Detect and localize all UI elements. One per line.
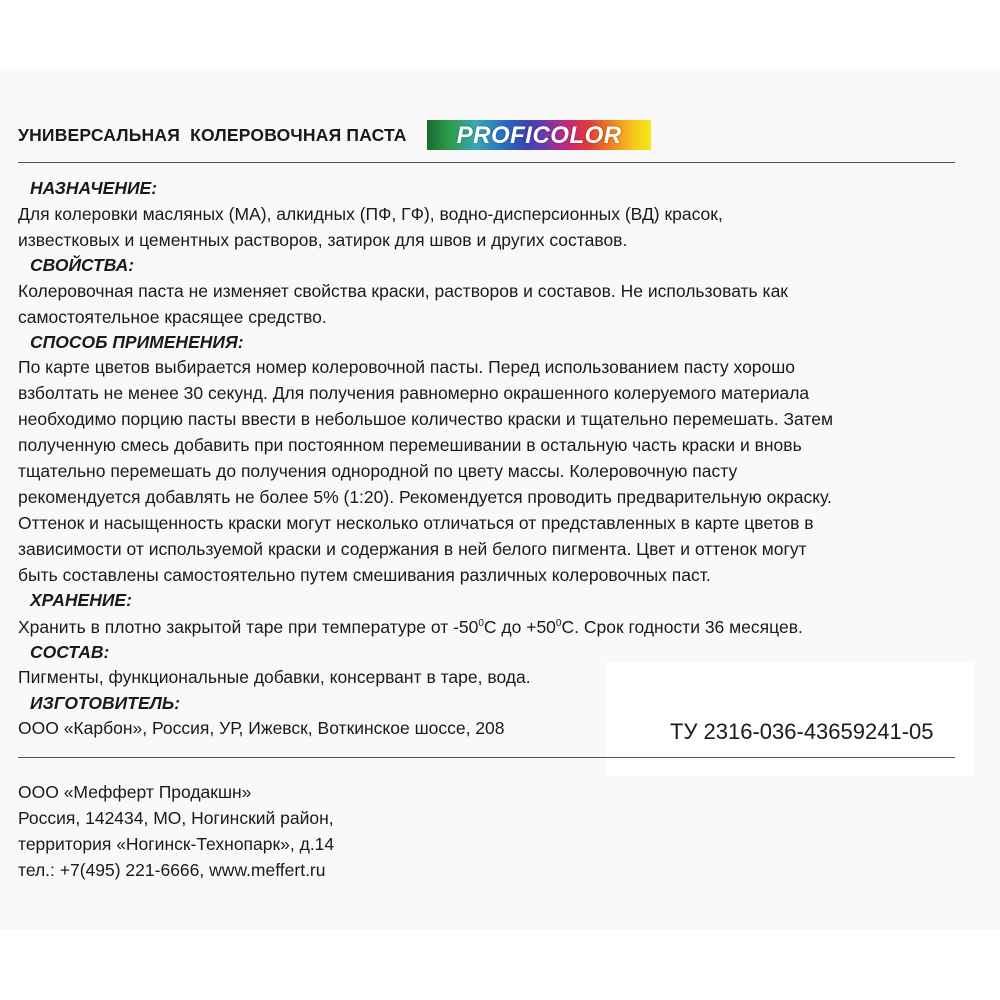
usage-line: зависимости от используемой краски и содержания в ней белого пигмента. Цвет и оттенок могут [18, 539, 807, 559]
properties-line: самостоятельное красящее средство. [18, 307, 327, 327]
composition-line: Пигменты, функциональные добавки, консервант в таре, вода. [18, 667, 531, 687]
storage-heading: ХРАНЕНИЕ: [30, 590, 132, 610]
composition-heading: СОСТАВ: [30, 642, 110, 662]
properties-heading: СВОЙСТВА: [30, 255, 135, 275]
properties-line: Колеровочная паста не изменяет свойства краски, растворов и составов. Не использовать как [18, 281, 788, 301]
top-divider [18, 162, 955, 163]
footer-line: тел.: +7(495) 221-6666, www.meffert.ru [18, 860, 326, 880]
usage-line: По карте цветов выбирается номер колеровочной пасты. Перед использованием пасту хорошо [18, 357, 796, 377]
storage-line: Хранить в плотно закрытой таре при температуре от $-50^0С$ до $+50^0С$. Срок годности 36 месяцев. [18, 617, 803, 637]
purpose-heading: НАЗНАЧЕНИЕ: [30, 178, 158, 198]
usage-line: полученную смесь добавить при постоянном перемешивании в остальную часть краски и вновь [18, 435, 802, 455]
footer-line: Россия, 142434, МО, Ногинский район, [18, 808, 334, 828]
header [18, 118, 651, 152]
usage-line: тщательно перемешать до получения однородной по цвету массы. Колеровочную пасту [18, 461, 738, 481]
storage-text [18, 611, 978, 640]
composition-text [18, 664, 978, 690]
manufacturer-heading: ИЗГОТОВИТЕЛЬ: [30, 693, 181, 713]
usage-line: необходимо порцию пасты ввести в небольшое количество краски и тщательно перемешать. Затем [18, 409, 833, 429]
footer-line: территория «Ногинск-Технопарк», д.14 [18, 834, 335, 854]
usage-heading: СПОСОБ ПРИМЕНЕНИЯ: [30, 332, 244, 352]
proficolor-logo [427, 120, 651, 150]
product-title: УНИВЕРСАЛЬНАЯ КОЛЕРОВОЧНАЯ ПАСТА [18, 124, 407, 145]
manufacturer-line: ООО «Карбон», Россия, УР, Ижевск, Воткинское шоссе, 208 [18, 718, 505, 738]
usage-line: быть составлены самостоятельно путем смешивания различных колеровочных паст. [18, 565, 711, 585]
logo-text: PROFICOLOR [456, 122, 622, 149]
purpose-line: Для колеровки масляных (МА), алкидных (ПФ, ГФ), водно-дисперсионных (ВД) красок, [18, 204, 723, 224]
purpose-text [18, 201, 978, 253]
usage-line: рекомендуется добавлять не более 5% (1:20). Рекомендуется проводить предварительную окраску. [18, 487, 832, 507]
properties-text [18, 278, 978, 330]
purpose-line: известковых и цементных растворов, затирок для швов и других составов. [18, 230, 628, 250]
footer-address [18, 779, 978, 883]
usage-line: Оттенок и насыщенность краски могут несколько отличаться от представленных в карте цветов в [18, 513, 814, 533]
tu-code: ТУ 2316-036-43659241-05 [670, 719, 934, 744]
footer-line: ООО «Мефферт Продакшн» [18, 782, 252, 802]
usage-line: взболтать не менее 30 секунд. Для получения равномерно окрашенного колеруемого материала [18, 383, 810, 403]
bottom-divider [18, 757, 955, 758]
usage-text [18, 354, 978, 588]
